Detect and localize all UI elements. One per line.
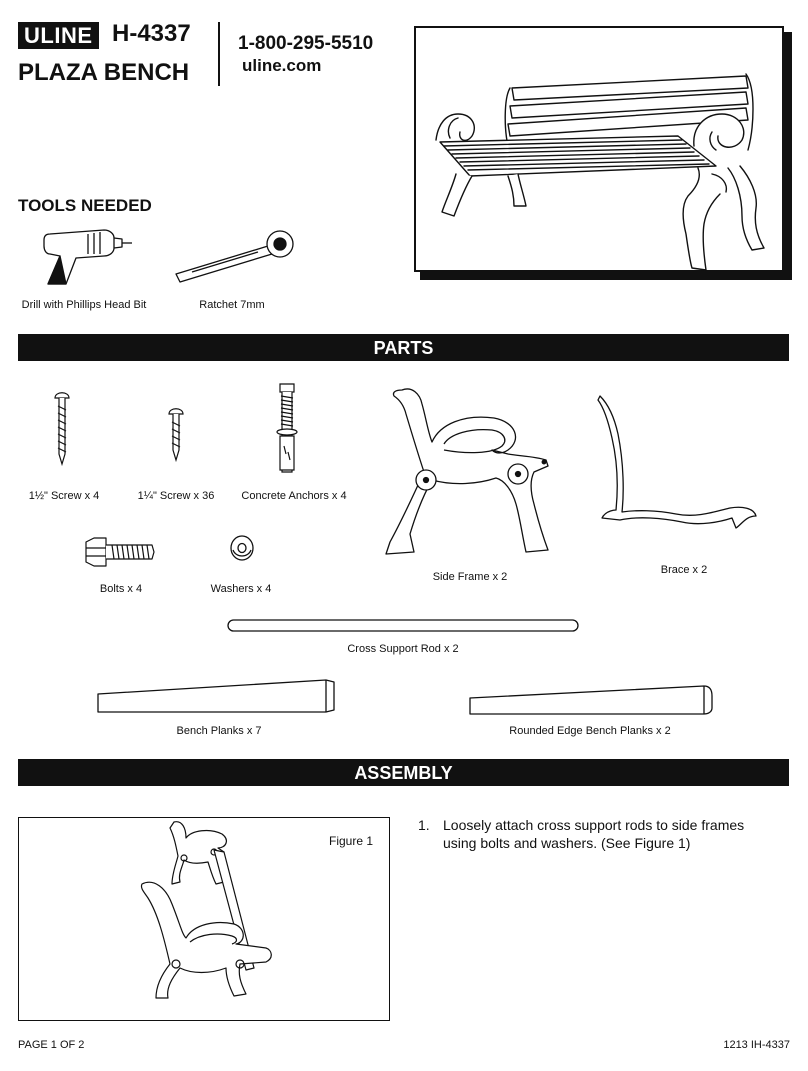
part-caption-cross-rod: Cross Support Rod x 2 <box>347 643 459 655</box>
short-screw-icon <box>166 404 186 464</box>
tools-heading: TOOLS NEEDED <box>18 196 152 215</box>
product-title: PLAZA BENCH <box>18 59 190 86</box>
part-caption-side-frame: Side Frame x 2 <box>432 571 508 583</box>
part-caption-brace: Brace x 2 <box>660 564 708 576</box>
cross-rod-icon <box>226 617 582 635</box>
ratchet-icon <box>172 228 298 284</box>
bench-illustration-icon <box>416 28 782 270</box>
part-caption-long-screw: 1½" Screw x 4 <box>28 490 100 502</box>
long-screw-icon <box>52 388 72 468</box>
parts-heading: PARTS <box>18 334 789 361</box>
tool-caption-ratchet: Ratchet 7mm <box>199 299 265 311</box>
header-divider <box>218 22 220 86</box>
washer-icon <box>228 534 256 562</box>
page-number: PAGE 1 OF 2 <box>18 1039 85 1051</box>
hero-bench-illustration <box>414 26 784 272</box>
document-code: 1213 IH-4337 <box>723 1039 790 1051</box>
rounded-plank-icon <box>466 682 718 716</box>
part-caption-washers: Washers x 4 <box>210 583 272 595</box>
step-number: 1. <box>418 817 430 833</box>
part-caption-short-screw: 1¼" Screw x 36 <box>137 490 215 502</box>
bench-plank-icon <box>94 678 340 716</box>
bolt-icon <box>84 536 156 568</box>
part-caption-rounded-planks: Rounded Edge Bench Planks x 2 <box>509 725 671 737</box>
website: uline.com <box>242 56 322 75</box>
step-text: Loosely attach cross support rods to side frames using bolts and washers. (See Figure 1) <box>443 817 745 851</box>
part-caption-concrete-anchor: Concrete Anchors x 4 <box>241 490 347 502</box>
drill-icon <box>40 224 140 290</box>
figure-label: Figure 1 <box>329 834 374 848</box>
side-frame-icon <box>384 384 554 560</box>
brace-icon <box>596 394 760 534</box>
part-caption-bolts: Bolts x 4 <box>99 583 143 595</box>
concrete-anchor-icon <box>272 380 302 480</box>
phone-number: 1-800-295-5510 <box>238 33 374 54</box>
model-number: H-4337 <box>112 20 191 47</box>
tool-caption-drill: Drill with Phillips Head Bit <box>21 299 147 311</box>
part-caption-bench-planks: Bench Planks x 7 <box>176 725 262 737</box>
assembly-heading: ASSEMBLY <box>18 759 789 786</box>
figure-1-illustration-icon <box>128 818 278 1018</box>
brand-logo: ULINE <box>18 22 99 49</box>
